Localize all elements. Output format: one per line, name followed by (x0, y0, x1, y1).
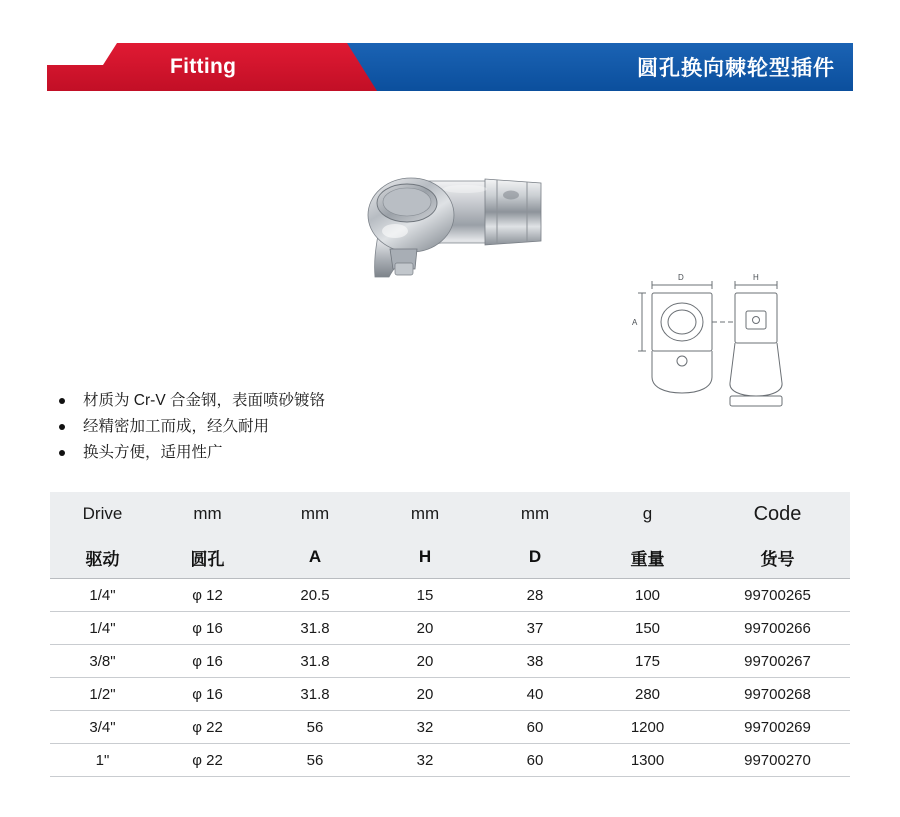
dimension-label-d: D (678, 273, 684, 282)
bullet-dot-icon (59, 450, 65, 456)
cell-d: 60 (480, 711, 590, 744)
list-item (55, 414, 575, 440)
cell-d: 60 (480, 744, 590, 777)
header-cell-code-unit: Code (705, 492, 850, 536)
cell-hole: φ 16 (155, 612, 260, 645)
table-row (50, 744, 850, 777)
cell-d: 28 (480, 579, 590, 612)
specification-table (50, 492, 850, 777)
header-cell-a-unit: mm (260, 492, 370, 536)
table-row (50, 678, 850, 711)
cell-h: 20 (370, 645, 480, 678)
header-cell-weight-cn: 重量 (590, 536, 705, 579)
cell-drive: 1/4" (50, 579, 155, 612)
list-item (55, 440, 575, 466)
cell-d: 37 (480, 612, 590, 645)
list-item (55, 388, 575, 414)
header-cell-a: A (260, 536, 370, 579)
cell-h: 32 (370, 711, 480, 744)
cell-weight: 100 (590, 579, 705, 612)
cell-d: 38 (480, 645, 590, 678)
cell-a: 31.8 (260, 678, 370, 711)
page-title-english: Fitting (170, 55, 237, 78)
cell-code: 99700267 (705, 645, 850, 678)
cell-weight: 175 (590, 645, 705, 678)
cell-code: 99700269 (705, 711, 850, 744)
cell-a: 31.8 (260, 612, 370, 645)
cell-d: 40 (480, 678, 590, 711)
cell-a: 31.8 (260, 645, 370, 678)
table-header-units (50, 492, 850, 536)
cell-hole: φ 22 (155, 744, 260, 777)
bullet-dot-icon (59, 398, 65, 404)
cell-drive: 1/4" (50, 612, 155, 645)
cell-weight: 150 (590, 612, 705, 645)
cell-hole: φ 16 (155, 678, 260, 711)
cell-code: 99700268 (705, 678, 850, 711)
cell-h: 20 (370, 612, 480, 645)
header-cell-d: D (480, 536, 590, 579)
table-header-names (50, 536, 850, 579)
feature-text: 经精密加工而成，经久耐用 (83, 418, 270, 435)
feature-list (55, 388, 575, 466)
cell-hole: φ 12 (155, 579, 260, 612)
table-row (50, 579, 850, 612)
cell-weight: 1200 (590, 711, 705, 744)
cell-code: 99700265 (705, 579, 850, 612)
cell-drive: 3/4" (50, 711, 155, 744)
page-title-chinese: 圆孔换向棘轮型插件 (637, 57, 835, 80)
cell-a: 56 (260, 744, 370, 777)
feature-text: 换头方便，适用性广 (83, 444, 223, 461)
cell-weight: 1300 (590, 744, 705, 777)
header-cell-weight-unit: g (590, 492, 705, 536)
cell-h: 32 (370, 744, 480, 777)
header-cell-d-unit: mm (480, 492, 590, 536)
table-row (50, 711, 850, 744)
header-cell-code-cn: 货号 (705, 536, 850, 579)
cell-drive: 1" (50, 744, 155, 777)
cell-hole: φ 16 (155, 645, 260, 678)
cell-code: 99700266 (705, 612, 850, 645)
cell-a: 56 (260, 711, 370, 744)
cell-h: 15 (370, 579, 480, 612)
cell-drive: 3/8" (50, 645, 155, 678)
header-cell-h: H (370, 536, 480, 579)
table-row (50, 645, 850, 678)
bullet-dot-icon (59, 424, 65, 430)
product-photo-illustration (345, 165, 575, 310)
table-row (50, 612, 850, 645)
technical-drawing (630, 265, 820, 425)
cell-drive: 1/2" (50, 678, 155, 711)
dimension-label-a: A (632, 318, 638, 327)
header-cell-hole-unit: mm (155, 492, 260, 536)
cell-a: 20.5 (260, 579, 370, 612)
product-photo (345, 165, 575, 310)
header-cell-drive-unit: Drive (50, 492, 155, 536)
feature-text: 材质为 Cr-V 合金钢，表面喷砂镀铬 (83, 392, 325, 409)
page-header-banner (47, 43, 853, 91)
header-cell-drive-cn: 驱动 (50, 536, 155, 579)
dimension-label-h: H (753, 273, 759, 282)
technical-drawing-illustration (630, 265, 820, 425)
cell-hole: φ 22 (155, 711, 260, 744)
header-cell-h-unit: mm (370, 492, 480, 536)
header-cell-hole-cn: 圆孔 (155, 536, 260, 579)
cell-code: 99700270 (705, 744, 850, 777)
cell-weight: 280 (590, 678, 705, 711)
cell-h: 20 (370, 678, 480, 711)
